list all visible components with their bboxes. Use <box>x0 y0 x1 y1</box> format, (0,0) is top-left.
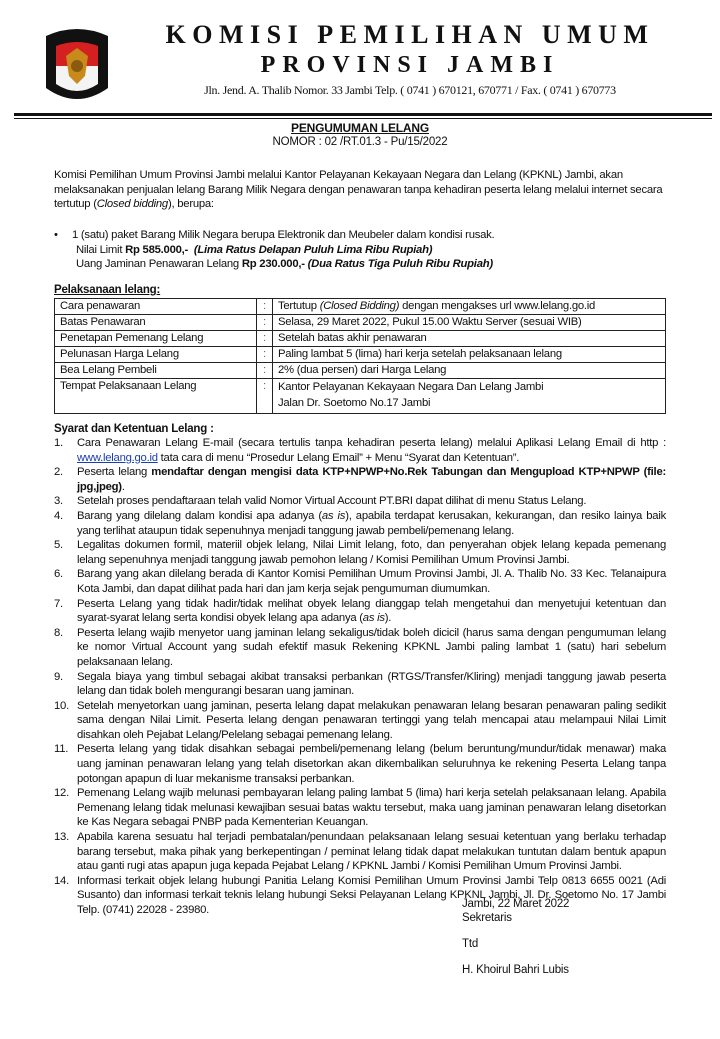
list-item: 10. Setelah menyetorkan uang jaminan, peserta lelang dapat melakukan penawaran lelang besaran penawaran paling sedikit sama dengan Nilai Limit. Peserta lelang dengan penawaran tertinggi yang telah mencapai atau melampaui Nilai Limit disahkan oleh Pejabat Lelang/Pelelang sebagai pemenang lelang. <box>54 699 666 741</box>
signature-name: H. Khoirul Bahri Lubis <box>462 964 569 976</box>
list-item: 4. Barang yang dilelang dalam kondisi apa adanya (as is), apabila terdapat kerusakan, kekurangan, dan resiko lainya baik yang terlihat ataupun tidak sepenuhnya menjadi tanggung jawab pembeli/pemenang lelang. <box>54 509 666 537</box>
list-item: 12. Pemenang Lelang wajib melunasi pembayaran lelang paling lambat 5 (lima) hari kerja setelah pelaksanaan lelang. Apabila Pemenang lelang tidak melunasi kewajiban sesuai batas waktu tersebut, maka uang jaminan penawaran lelang disetorkan ke Kas Negara sebagai PNBP pada Kementerian Keuangan. <box>54 787 666 829</box>
kpu-logo <box>38 26 116 106</box>
list-item: 13. Apabila karena sesuatu hal terjadi pembatalan/penundaan pelaksanaan lelang sesuai ketentuan yang berlaku terhadap barang tersebut, maka pihak yang berkepentingan / peminat lelang tidak dapat melakukan tuntutan dalam bentuk apapun atau ganti rugi atas apapun juga kepada Pejabat Lelang / KPKNL Jambi / Komisi Pemilihan Umum Provinsi Jambi. <box>54 831 666 873</box>
list-item: 6. Barang yang akan dilelang berada di Kantor Komisi Pemilihan Umum Provinsi Jambi, Jl. A. Thalib No. 33 Kec. Telanaipura Kota Jambi, dan dapat dilihat pada hari dan jam kerja sejak pengumuman diumumkan. <box>54 568 666 595</box>
table-row <box>55 379 666 414</box>
deposit-value: Rp 230.000,- <box>241 258 305 271</box>
pelaksanaan-table <box>54 298 666 414</box>
signature-position: Sekretaris <box>462 912 512 924</box>
row-value: Tertutup (Closed Bidding) dengan mengakses url www.lelang.go.id <box>273 299 666 315</box>
intro-text: Komisi Pemilihan Umum Provinsi Jambi melalui Kantor Pelayanan Kekayaan Negara dan Lelang (KPKNL) Jambi, akan melaksanakan penjualan lelang Barang Milik Negara dengan penawaran tanpa kehadiran peserta lelang melalui internet secara tertutup ( <box>54 169 663 211</box>
announcement-number: NOMOR : 02 /RT.01.3 - Pu/15/2022 <box>272 136 448 148</box>
limit-label: Nilai Limit <box>76 243 126 256</box>
list-item: 9. Segala biaya yang timbul sebagai akibat transaksi perbankan (RTGS/Transfer/Kliring) menjadi tanggung jawab peserta lelang dan tidak boleh mengurangi besaran uang jaminan. <box>54 670 666 698</box>
list-item: 8. Peserta lelang wajib menyetor uang jaminan lelang sekaligus/tidak boleh dicicil (harus sama dengan pengumuman lelang ke nomor Virtual Account yang sudah efektif masuk Rekening KPKNL Jambi paling lambat 1 (satu) hari sebelum pelaksanaan lelang. <box>54 626 666 668</box>
row-label: Tempat Pelaksanaan Lelang <box>55 379 257 414</box>
auction-item <box>54 228 666 272</box>
list-item: 1. Cara Penawaran Lelang E-mail (secara tertulis tanpa kehadiran peserta lelang) melalui Aplikasi Lelang Email di http : www.lelang.go.id tata cara di menu “Prosedur Lelang Email” + Menu “Syarat dan Ketentuan”. <box>54 437 666 464</box>
row-value: Paling lambat 5 (lima) hari kerja setelah pelaksanaan lelang <box>273 347 666 363</box>
list-item: 7. Peserta Lelang yang tidak hadir/tidak melihat obyek lelang dianggap telah mengetahui dan menyetujui ketentuan dan syarat-syarat lelang serta kondisi obyek lelang apa adanya (as is). <box>54 597 666 625</box>
limit-value-line <box>54 243 666 258</box>
announcement-title: PENGUMUMAN LELANG <box>291 121 429 135</box>
table-row <box>55 363 666 379</box>
row-separator: : <box>257 315 273 331</box>
row-label: Bea Lelang Pembeli <box>55 363 257 379</box>
row-separator: : <box>257 379 273 414</box>
row-separator: : <box>257 347 273 363</box>
header-divider <box>14 113 712 119</box>
row-label: Batas Penawaran <box>55 315 257 331</box>
row-value: Selasa, 29 Maret 2022, Pukul 15.00 Waktu Server (sesuai WIB) <box>273 315 666 331</box>
table-row <box>55 347 666 363</box>
list-item: 2. Peserta lelang mendaftar dengan mengisi data KTP+NPWP+No.Rek Tabungan dan Mengupload KTP+NPWP (file: jpg,jpeg). <box>54 466 666 493</box>
row-label: Cara penawaran <box>55 299 257 315</box>
signature-place-date: Jambi, 22 Maret 2022 <box>462 898 570 910</box>
intro-paragraph <box>54 168 666 212</box>
limit-value: Rp 585.000,- <box>125 243 189 256</box>
row-label: Pelunasan Harga Lelang <box>55 347 257 363</box>
header-address: Jln. Jend. A. Thalib Nomor. 33 Jambi Telp. ( 0741 ) 670121, 670771 / Fax. ( 0741 ) 670773 <box>204 83 616 97</box>
list-item: 5. Legalitas dokumen formil, materiil objek lelang, Nilai Limit lelang, foto, dan penyerahan objek lelang kepada pemenang lelang sepenuhnya menjadi tanggung jawab pemohon lelang / Komisi Pemilihan Umum Provinsi Jambi. <box>54 539 666 566</box>
deposit-label: Uang Jaminan Penawaran Lelang <box>76 258 242 271</box>
row-separator: : <box>257 299 273 315</box>
row-value: Setelah batas akhir penawaran <box>273 331 666 347</box>
table-row <box>55 315 666 331</box>
signature-block <box>462 897 569 983</box>
row-separator: : <box>257 331 273 347</box>
item-description: 1 (satu) paket Barang Milik Negara berupa Elektronik dan Meubeler dalam kondisi rusak. <box>72 229 495 241</box>
row-separator: : <box>257 363 273 379</box>
table-row <box>55 299 666 315</box>
list-item: 14. Informasi terkait objek lelang hubungi Panitia Lelang Komisi Pemilihan Umum Provinsi Jambi Telp 0813 6655 0021 (Adi Susanto) dan informasi terkait teknis lelang hubungi Seksi Pelayanan Lelang KPKNL Jambi, Jl. Dr. Soetomo No. 17 Jambi Telp. (0741) 22028 - 23980. <box>54 874 666 916</box>
table-row <box>55 331 666 347</box>
intro-text-end: ), berupa: <box>167 198 214 211</box>
deposit-words: (Dua Ratus Tiga Puluh Ribu Rupiah) <box>307 258 493 271</box>
list-item: 3. Setelah proses pendaftaraan telah valid Nomor Virtual Account PT.BRI dapat dilihat di menu Status Lelang. <box>54 495 587 508</box>
header-title: KOMISI PEMILIHAN UMUM <box>165 20 655 49</box>
row-value: 2% (dua persen) dari Harga Lelang <box>273 363 666 379</box>
deposit-line <box>54 257 666 272</box>
syarat-list <box>54 436 666 918</box>
intro-italic: Closed bidding <box>96 198 168 211</box>
lelang-link[interactable]: www.lelang.go.id <box>77 451 158 464</box>
header-subtitle: PROVINSI JAMBI <box>260 52 560 78</box>
pelaksanaan-heading: Pelaksanaan lelang: <box>54 284 161 296</box>
limit-words: (Lima Ratus Delapan Puluh Lima Ribu Rupiah) <box>193 243 433 256</box>
signature-ttd: Ttd <box>462 938 479 950</box>
row-label: Penetapan Pemenang Lelang <box>55 331 257 347</box>
row-value: Kantor Pelayanan Kekayaan Negara Dan Lelang Jambi Jalan Dr. Soetomo No.17 Jambi <box>273 379 666 414</box>
syarat-heading: Syarat dan Ketentuan Lelang : <box>54 423 214 435</box>
list-item: 11. Peserta lelang yang tidak disahkan sebagai pembeli/pemenang lelang (belum beruntung/mundur/tidak menawar) maka uang jaminan penawaran lelang yang telah disetorkan akan dikembalikan seluruhnya ke rekening Peserta Lelang tanpa potongan apapun di luar mekanisme transaksi perbankan. <box>54 743 666 785</box>
bullet-icon: • <box>54 229 58 241</box>
